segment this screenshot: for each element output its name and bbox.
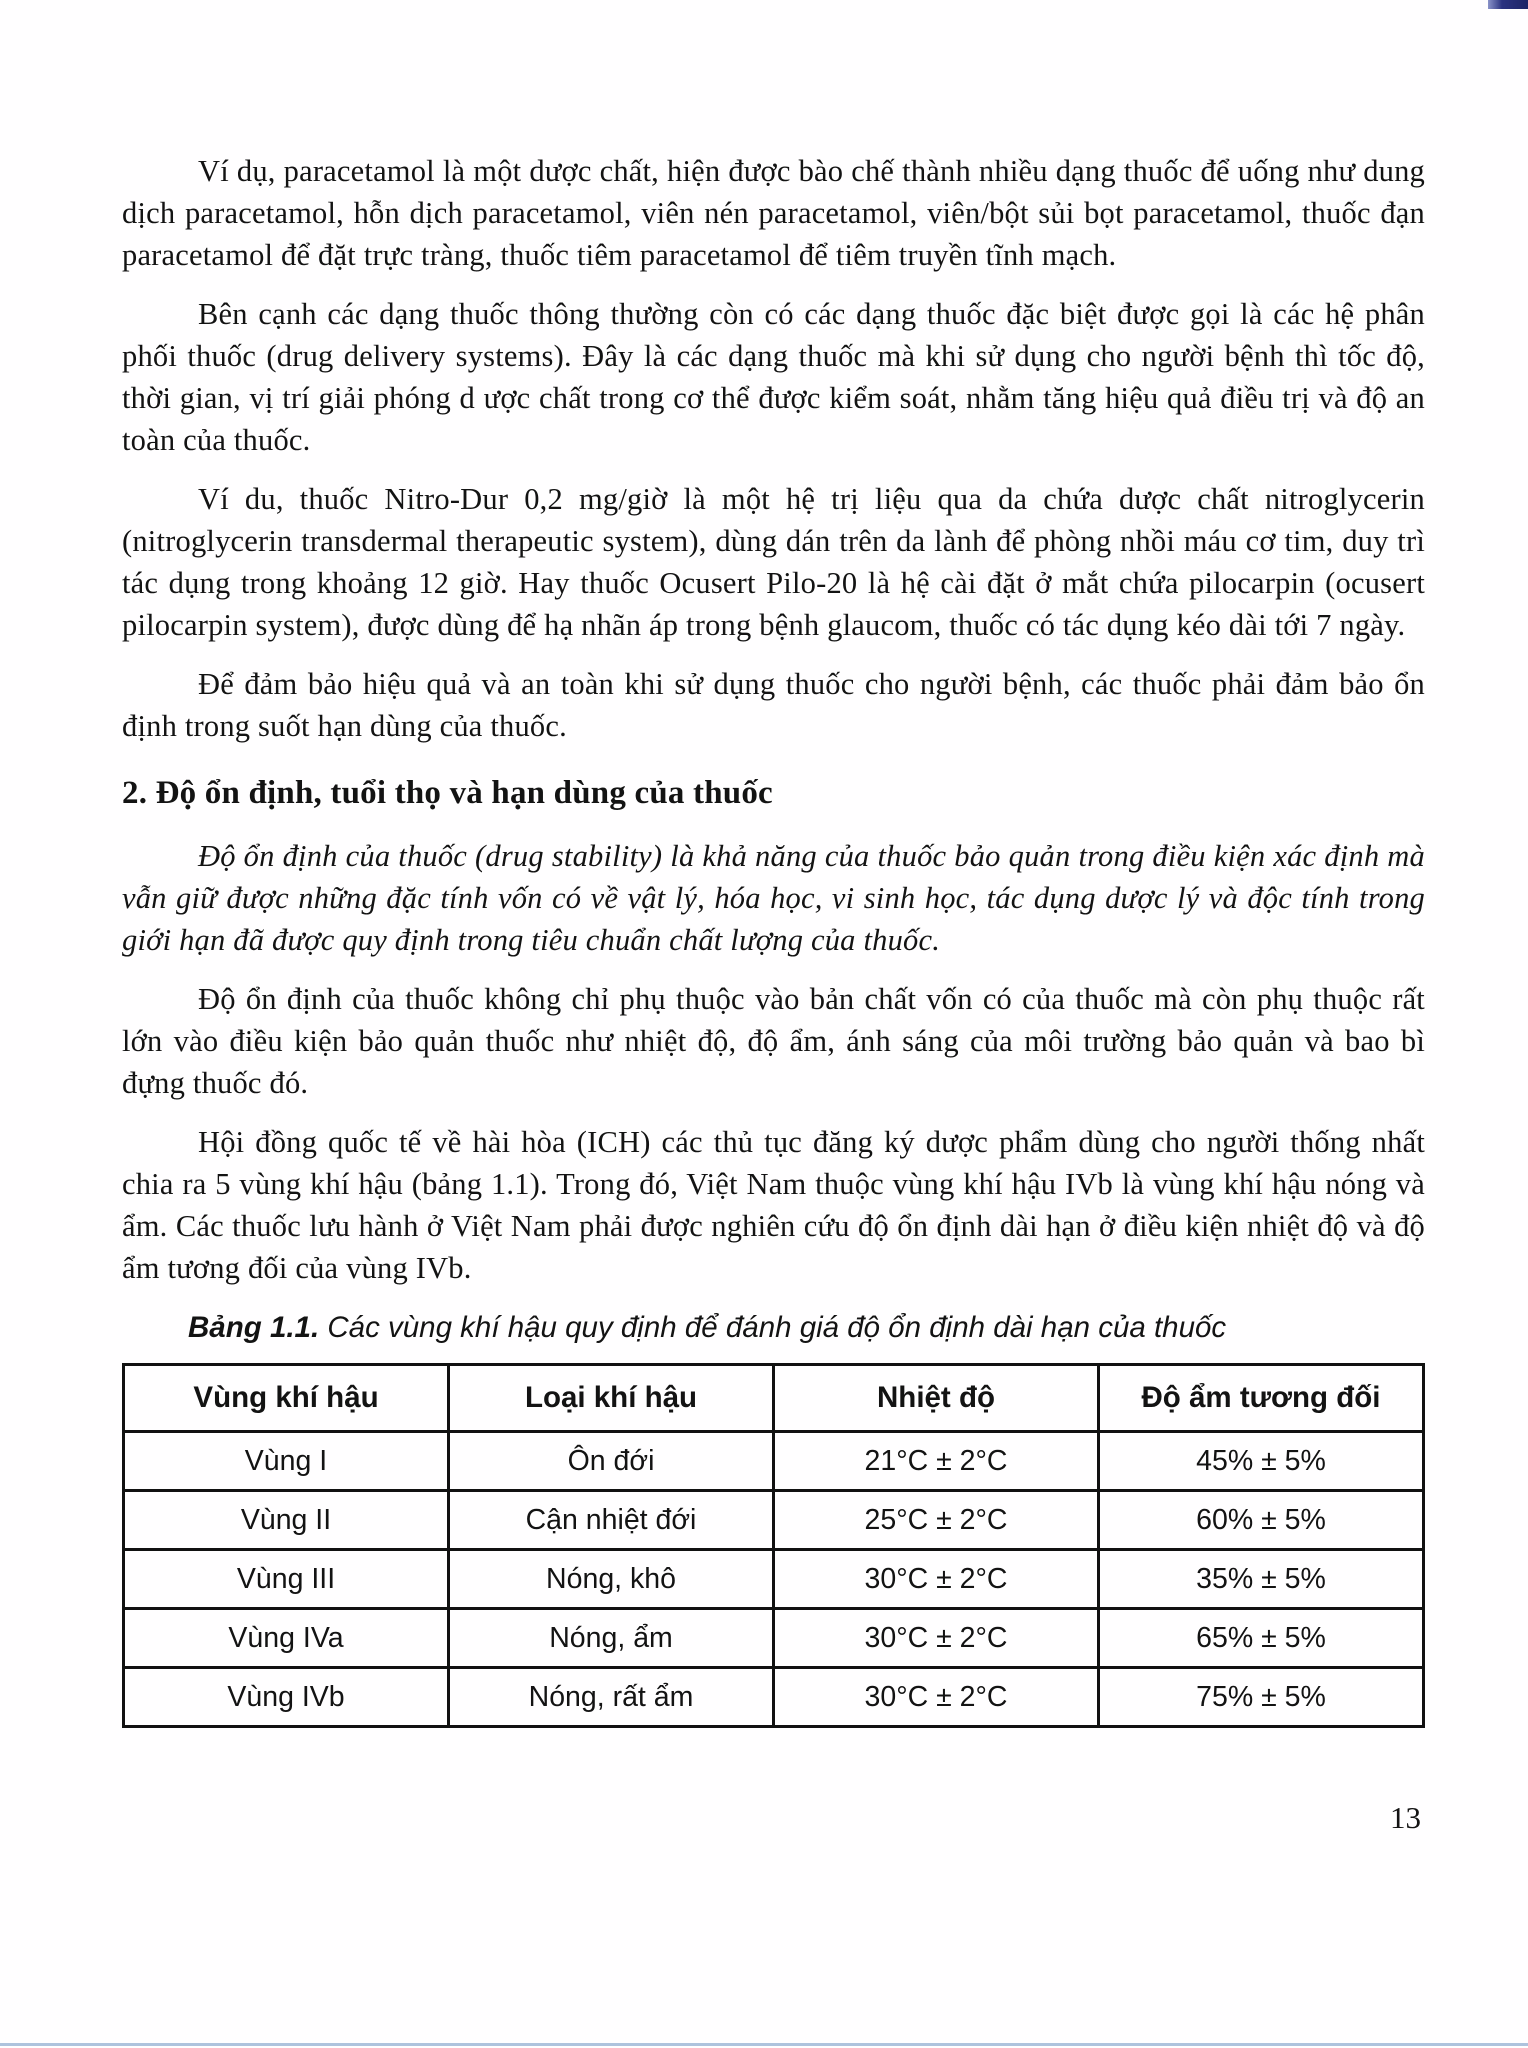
header-vung-khi-hau: Vùng khí hậu <box>124 1365 449 1432</box>
climate-zones-table-body <box>124 1432 1424 1727</box>
cell-climate-type: Nóng, khô <box>449 1550 774 1609</box>
cell-climate-type: Nóng, rất ẩm <box>449 1668 774 1727</box>
page-number: 13 <box>1390 1800 1421 1835</box>
cell-temperature: 30°C ± 2°C <box>774 1550 1099 1609</box>
paragraph-ich-climate-zones: Hội đồng quốc tế về hài hòa (ICH) các thủ tục đăng ký dược phẩm dùng cho người thống nhất chia ra 5 vùng khí hậu (bảng 1.1). Trong đó, Việt Nam thuộc vùng khí hậu IVb là vùng khí hậu nóng và ẩm. Các thuốc lưu hành ở Việt Nam phải được nghiên cứu độ ổn định dài hạn ở điều kiện nhiệt độ và độ ẩm tương đối của vùng IVb. <box>122 1125 1425 1285</box>
paragraph-drug-delivery-systems: Bên cạnh các dạng thuốc thông thường còn có các dạng thuốc đặc biệt được gọi là các hệ phân phối thuốc (drug delivery systems). Đây là các dạng thuốc mà khi sử dụng cho người bệnh thì tốc độ, thời gian, vị trí giải phóng d ược chất trong cơ thể được kiểm soát, nhằm tăng hiệu quả điều trị và độ an toàn của thuốc. <box>122 297 1425 457</box>
cell-zone: Vùng IVa <box>124 1609 449 1668</box>
section-heading: 2. Độ ổn định, tuổi thọ và hạn dùng của thuốc <box>122 775 773 811</box>
cell-climate-type: Cận nhiệt đới <box>449 1491 774 1550</box>
table-caption-text: Các vùng khí hậu quy định để đánh giá độ ổn định dài hạn của thuốc <box>319 1311 1227 1344</box>
table-row <box>124 1550 1424 1609</box>
cell-humidity: 75% ± 5% <box>1099 1668 1424 1727</box>
table-header-row <box>124 1365 1424 1432</box>
climate-zones-table <box>122 1363 1425 1728</box>
cell-temperature: 25°C ± 2°C <box>774 1491 1099 1550</box>
cell-climate-type: Nóng, ẩm <box>449 1609 774 1668</box>
page-content <box>122 150 1425 1836</box>
cell-climate-type: Ôn đới <box>449 1432 774 1491</box>
header-do-am-tuong-doi: Độ ẩm tương đối <box>1099 1365 1424 1432</box>
table-caption-label: Bảng 1.1. <box>188 1311 320 1344</box>
paragraph-paracetamol-example: Ví dụ, paracetamol là một dược chất, hiện được bào chế thành nhiều dạng thuốc để uống như dung dịch paracetamol, hỗn dịch paracetamol, viên nén paracetamol, viên/bột sủi bọt paracetamol, thuốc đạn paracetamol để đặt trực tràng, thuốc tiêm paracetamol để tiêm truyền tĩnh mạch. <box>122 154 1425 272</box>
cell-humidity: 45% ± 5% <box>1099 1432 1424 1491</box>
header-loai-khi-hau: Loại khí hậu <box>449 1365 774 1432</box>
table-row <box>124 1491 1424 1550</box>
paragraph-stability-requirement: Để đảm bảo hiệu quả và an toàn khi sử dụng thuốc cho người bệnh, các thuốc phải đảm bảo ổn định trong suốt hạn dùng của thuốc. <box>122 667 1425 743</box>
paragraph-nitro-dur-example: Ví du, thuốc Nitro-Dur 0,2 mg/giờ là một hệ trị liệu qua da chứa dược chất nitroglycerin (nitroglycerin transdermal therapeutic system), dùng dán trên da lành để phòng nhồi máu cơ tim, duy trì tác dụng trong khoảng 12 giờ. Hay thuốc Ocusert Pilo-20 là hệ cài đặt ở mắt chứa pilocarpin (ocusert pilocarpin system), được dùng để hạ nhãn áp trong bệnh glaucom, thuốc có tác dụng kéo dài tới 7 ngày. <box>122 482 1425 642</box>
paragraph-stability-definition: Độ ổn định của thuốc (drug stability) là khả năng của thuốc bảo quản trong điều kiện xác định mà vẫn giữ được những đặc tính vốn có về vật lý, hóa học, vi sinh học, tác dụng dược lý và độc tính trong giới hạn đã được quy định trong tiêu chuẩn chất lượng của thuốc. <box>122 839 1425 957</box>
table-caption <box>122 1309 1425 1347</box>
scan-artifact-bottom-edge <box>0 2043 1528 2046</box>
cell-humidity: 60% ± 5% <box>1099 1491 1424 1550</box>
paragraph-stability-factors: Độ ổn định của thuốc không chỉ phụ thuộc vào bản chất vốn có của thuốc mà còn phụ thuộc rất lớn vào điều kiện bảo quản thuốc như nhiệt độ, độ ẩm, ánh sáng của môi trường bảo quản và bao bì đựng thuốc đó. <box>122 982 1425 1100</box>
cell-humidity: 65% ± 5% <box>1099 1609 1424 1668</box>
cell-zone: Vùng III <box>124 1550 449 1609</box>
header-nhiet-do: Nhiệt độ <box>774 1365 1099 1432</box>
cell-zone: Vùng IVb <box>124 1668 449 1727</box>
cell-temperature: 21°C ± 2°C <box>774 1432 1099 1491</box>
cell-temperature: 30°C ± 2°C <box>774 1668 1099 1727</box>
cell-humidity: 35% ± 5% <box>1099 1550 1424 1609</box>
cell-zone: Vùng I <box>124 1432 449 1491</box>
table-row <box>124 1609 1424 1668</box>
cell-temperature: 30°C ± 2°C <box>774 1609 1099 1668</box>
cell-zone: Vùng II <box>124 1491 449 1550</box>
scan-artifact-corner-mark <box>1488 0 1528 9</box>
climate-zones-table-header <box>124 1365 1424 1432</box>
table-row <box>124 1668 1424 1727</box>
table-row <box>124 1432 1424 1491</box>
